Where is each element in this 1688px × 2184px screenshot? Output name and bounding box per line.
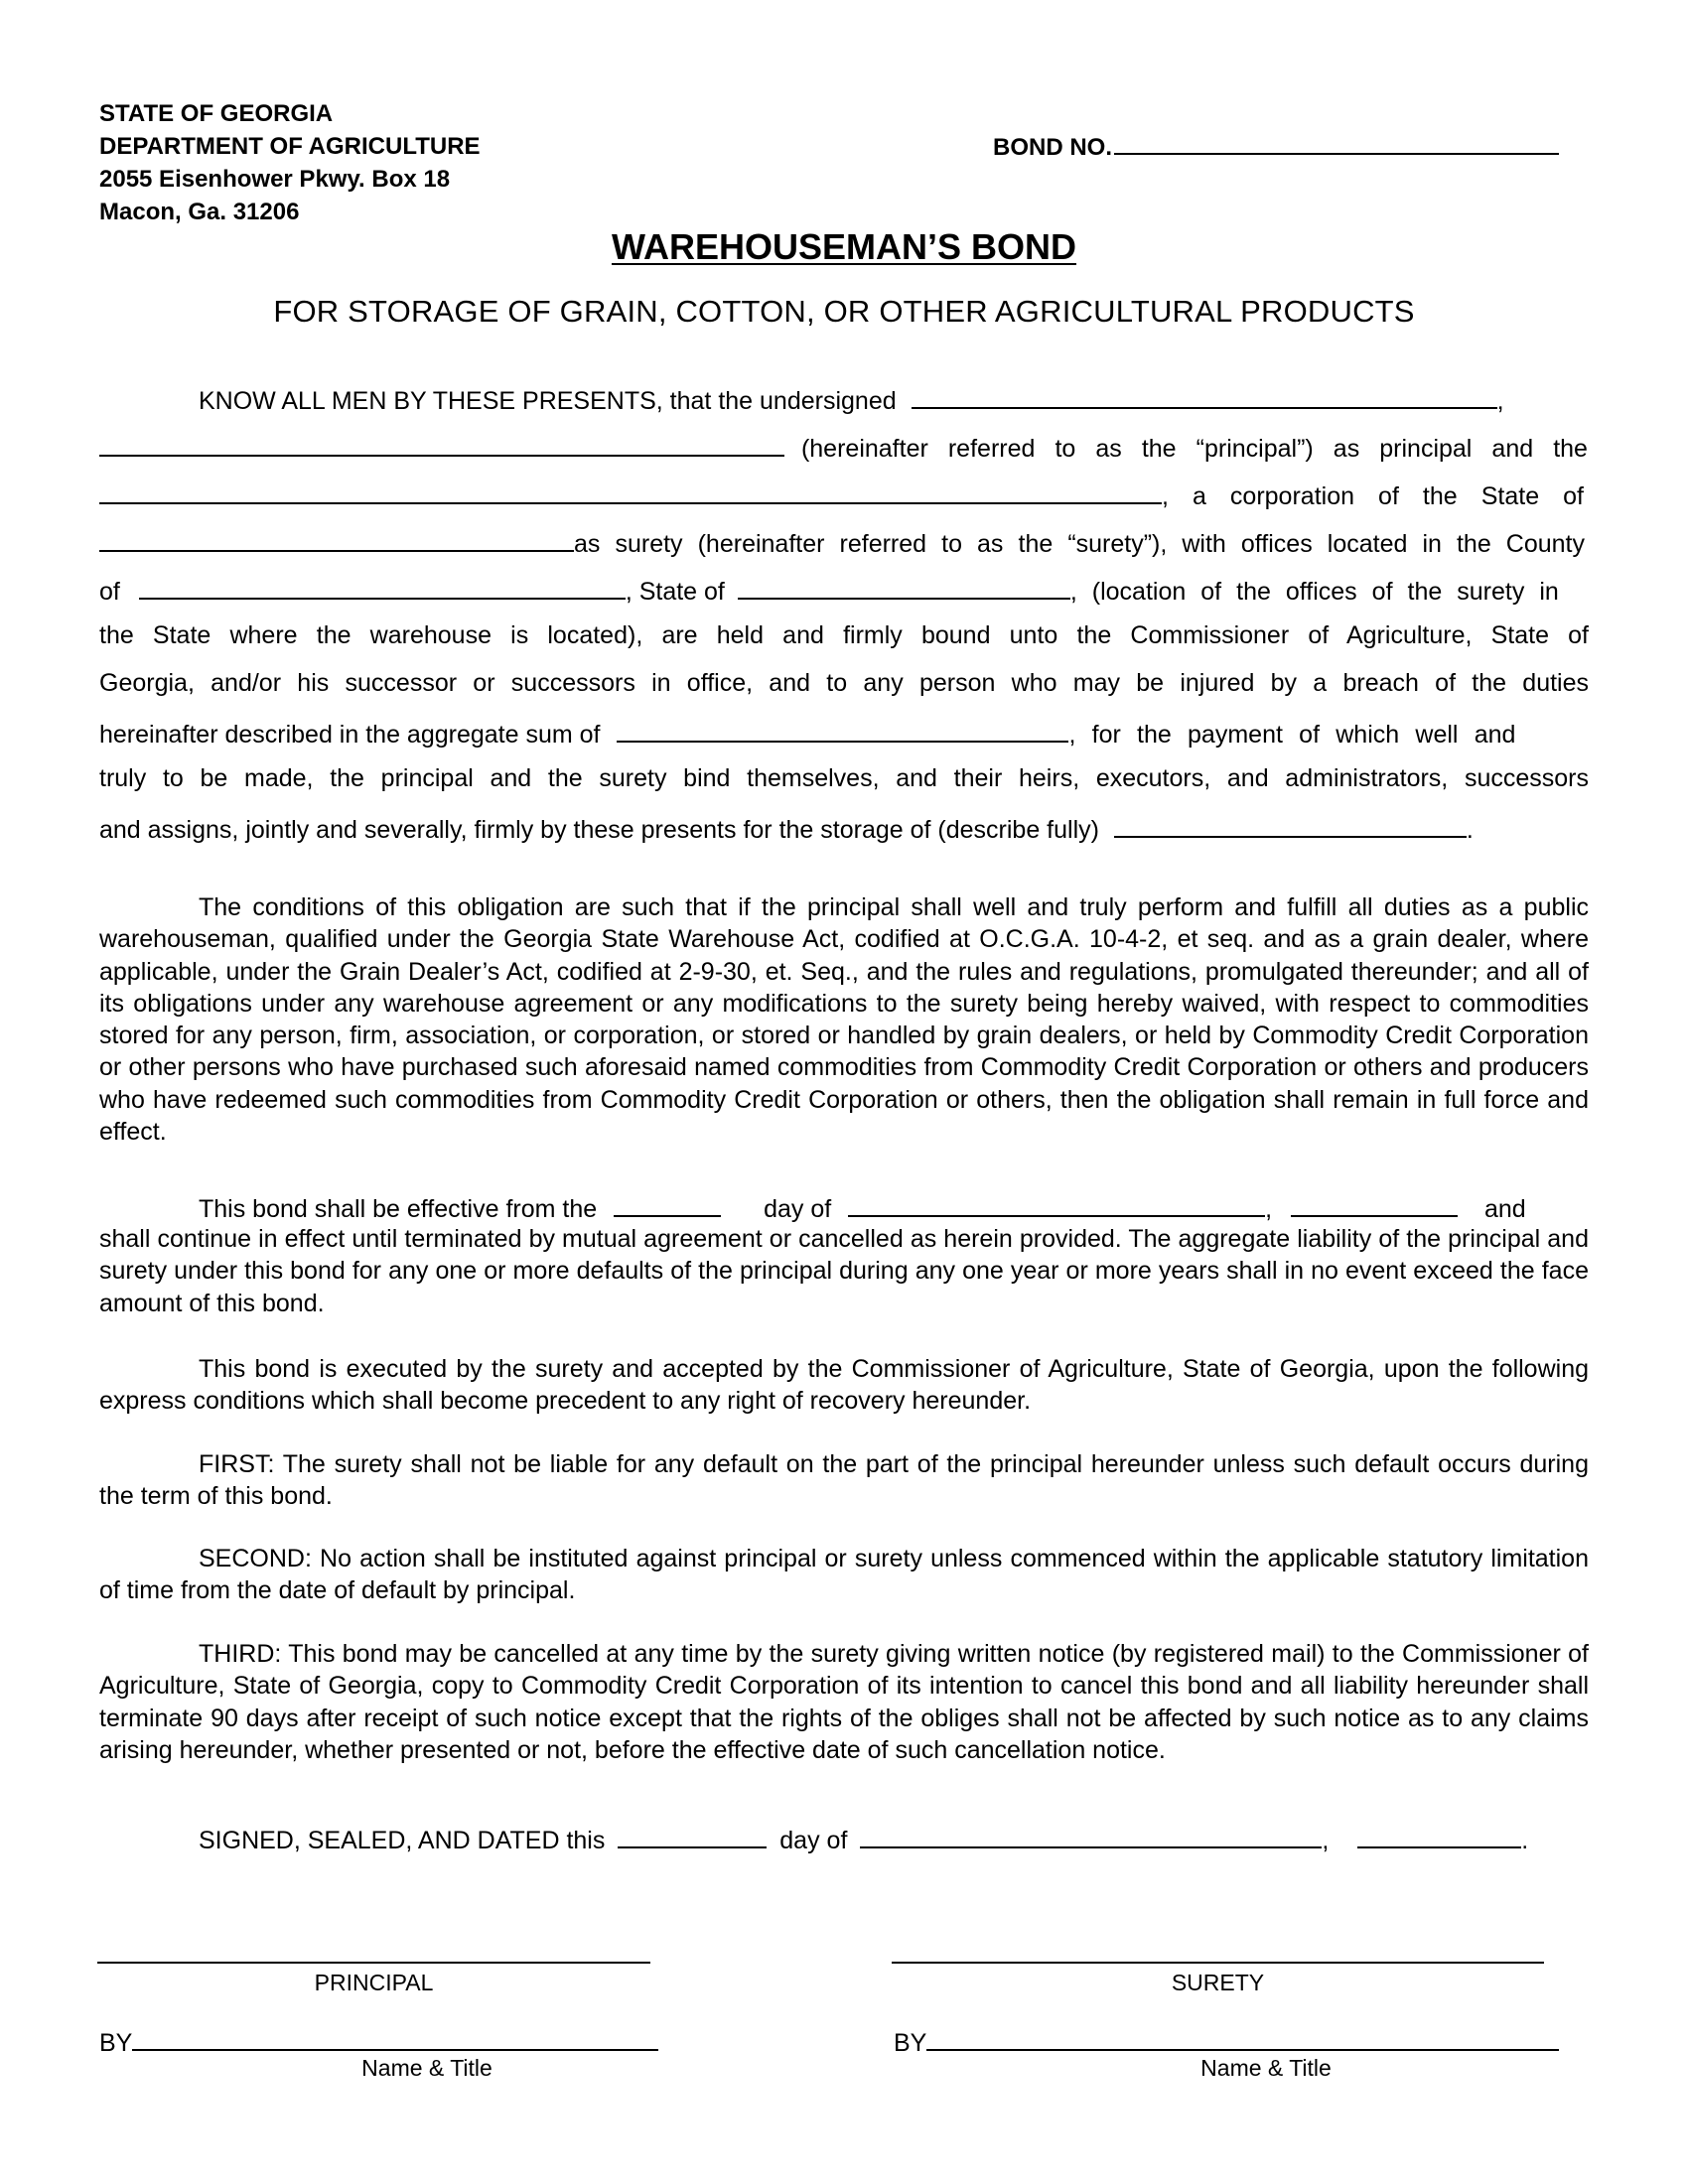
principal-label: PRINCIPAL xyxy=(314,1970,434,1995)
bond-number-label: BOND NO. xyxy=(993,134,1112,161)
surety-signature-line[interactable] xyxy=(892,1962,1544,1964)
county-field[interactable] xyxy=(139,574,626,600)
intro-line-6: the State where the warehouse is located), are held and firmly bound unto the Commissioner of Agriculture, State of xyxy=(99,621,1589,649)
page-title xyxy=(0,226,1688,268)
intro-line-9: truly to be made, the principal and the surety bind themselves, and their heirs, executors, and administrators, successors xyxy=(99,764,1589,792)
surety-name-title: Name & Title xyxy=(1200,2055,1332,2081)
header-address: 2055 Eisenhower Pkwy. Box 18 xyxy=(99,166,451,193)
header-state: STATE OF GEORGIA xyxy=(99,100,334,127)
bond-number-field[interactable] xyxy=(1114,131,1559,155)
agency-header xyxy=(99,97,481,228)
header-city: Macon, Ga. 31206 xyxy=(99,199,300,225)
third-condition: THIRD: This bond may be cancelled at any time by the surety giving written notice (by registered mail) to the Commissioner of Agriculture, State of Georgia, copy to Commodity Credit Corporation of its intention to cancel this bond and all liability hereunder shall terminate 90 days after receipt of such notice except that the rights of the obliges shall not be affected by such notice as to any claims arising hereunder, whether presented or not, before the effective date of such cancellation notice. xyxy=(99,1640,1589,1764)
intro-line-5: of , State of , (location of the offices of the surety in xyxy=(99,574,1589,607)
second-condition: SECOND: No action shall be instituted against principal or surety unless commenced within the applicable statutory limitation of time from the date of default by principal. xyxy=(99,1545,1589,1605)
effective-month-field[interactable] xyxy=(848,1191,1265,1217)
principal-signature-line[interactable] xyxy=(97,1962,650,1964)
effective-year-field[interactable] xyxy=(1291,1191,1458,1217)
surety-name-field[interactable] xyxy=(99,478,1162,504)
signed-year-field[interactable] xyxy=(1357,1823,1521,1848)
intro-line-2: (hereinafter referred to as the “principal”) as principal and the xyxy=(99,431,1589,464)
conditions-paragraph: The conditions of this obligation are such that if the principal shall well and truly perform and fulfill all duties as a public warehouseman, qualified under the Georgia State Warehouse Act, codified at O.C.G.A. 10-4-2, et seq. and as a grain dealer, where applicable, under the Grain Dealer’s Act, codified at 2-9-30, et. Seq., and the rules and regulations, promulgated thereunder; and all of its obligations under any warehouse agreement or any modifications to the surety being hereby waived, with respect to commodities stored for any person, firm, association, or corporation, or stored or handled by grain dealers, or held by Commodity Credit Corporation or other persons who have purchased such aforesaid named commodities from Commodity Credit Corporation or others and producers who have redeemed such commodities from Commodity Credit Corporation or others, then the obligation shall remain in full force and effect. xyxy=(99,893,1589,1147)
principal-by-field[interactable] xyxy=(132,2025,658,2051)
effective-paragraph: shall continue in effect until terminated by mutual agreement or cancelled as herein provided. The aggregate liability of the principal and surety under this bond for any one or more defaults of the principal during any one year or more years shall in no event exceed the face amount of this bond. xyxy=(99,1225,1589,1317)
intro-line-4: as surety (hereinafter referred to as the “surety”), with offices located in the County xyxy=(99,526,1589,559)
signed-line: SIGNED, SEALED, AND DATED this day of , . xyxy=(99,1823,1589,1855)
principal-name-title: Name & Title xyxy=(361,2055,492,2081)
header-department: DEPARTMENT OF AGRICULTURE xyxy=(99,133,481,160)
state-field[interactable] xyxy=(738,574,1070,600)
intro-line-8: hereinafter described in the aggregate sum of , for the payment of which well and xyxy=(99,717,1589,750)
principal-name-field[interactable] xyxy=(99,431,784,457)
intro-line-7: Georgia, and/or his successor or successors in office, and to any person who may be injured by a breach of the duties xyxy=(99,669,1589,697)
surety-by: BY xyxy=(894,2025,1559,2058)
executed-paragraph: This bond is executed by the surety and accepted by the Commissioner of Agriculture, State of Georgia, upon the following express conditions which shall become precedent to any right of recovery hereunder. xyxy=(99,1355,1589,1416)
aggregate-sum-field[interactable] xyxy=(617,717,1068,743)
storage-description-field[interactable] xyxy=(1114,812,1467,838)
principal-by: BY xyxy=(99,2025,658,2058)
surety-label: SURETY xyxy=(1171,1970,1265,1995)
surety-by-field[interactable] xyxy=(926,2025,1559,2051)
undersigned-field[interactable] xyxy=(912,383,1497,409)
signed-day-field[interactable] xyxy=(618,1823,767,1848)
effective-day-field[interactable] xyxy=(614,1191,721,1217)
page-subtitle: FOR STORAGE OF GRAIN, COTTON, OR OTHER AGRICULTURAL PRODUCTS xyxy=(273,294,1415,329)
intro-line-1: KNOW ALL MEN BY THESE PRESENTS, that the undersigned , xyxy=(99,383,1589,416)
first-condition: FIRST: The surety shall not be liable for any default on the part of the principal hereunder unless such default occurs during the term of this bond. xyxy=(99,1450,1589,1511)
effective-line-1: This bond shall be effective from the day of , and xyxy=(99,1191,1589,1224)
surety-state-field[interactable] xyxy=(99,526,574,552)
intro-line-3: , a corporation of the State of xyxy=(99,478,1589,511)
intro-line-10: and assigns, jointly and severally, firmly by these presents for the storage of (describe fully) . xyxy=(99,812,1589,845)
signed-month-field[interactable] xyxy=(860,1823,1322,1848)
bond-number xyxy=(993,131,1559,162)
title-text: WAREHOUSEMAN’S BOND xyxy=(611,226,1077,267)
